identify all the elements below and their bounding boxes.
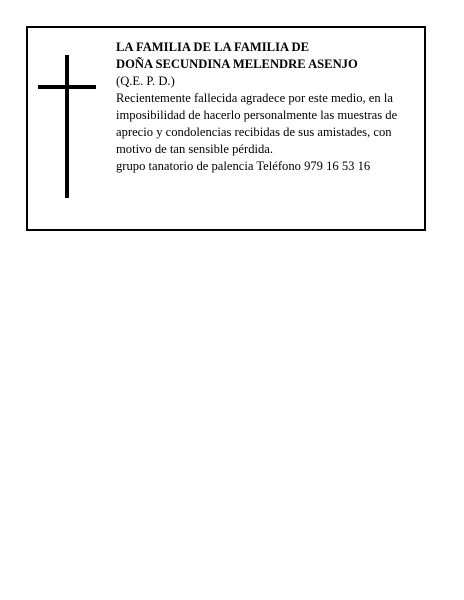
notice-body-line-2: imposibilidad de hacerlo personalmente las muestras de [116, 108, 398, 122]
notice-text [116, 39, 422, 175]
obituary-notice [26, 26, 426, 231]
contact-line: grupo tanatorio de palencia Teléfono 979 16 53 16 [116, 159, 371, 173]
notice-body-line-1: Recientemente fallecida agradece por este medio, en la [116, 91, 393, 105]
notice-body-line-3: aprecio y condolencias recibidas de sus amistades, con [116, 125, 392, 139]
qepd-label: (Q.E. P. D.) [116, 74, 175, 88]
cross-horizontal-bar [38, 85, 96, 89]
notice-heading-line-2: DOÑA SECUNDINA MELENDRE ASENJO [116, 57, 358, 71]
notice-body-line-4: motivo de tan sensible pérdida. [116, 142, 274, 156]
cross-vertical-bar [65, 55, 69, 198]
notice-heading-line-1: LA FAMILIA DE LA FAMILIA DE [116, 40, 310, 54]
